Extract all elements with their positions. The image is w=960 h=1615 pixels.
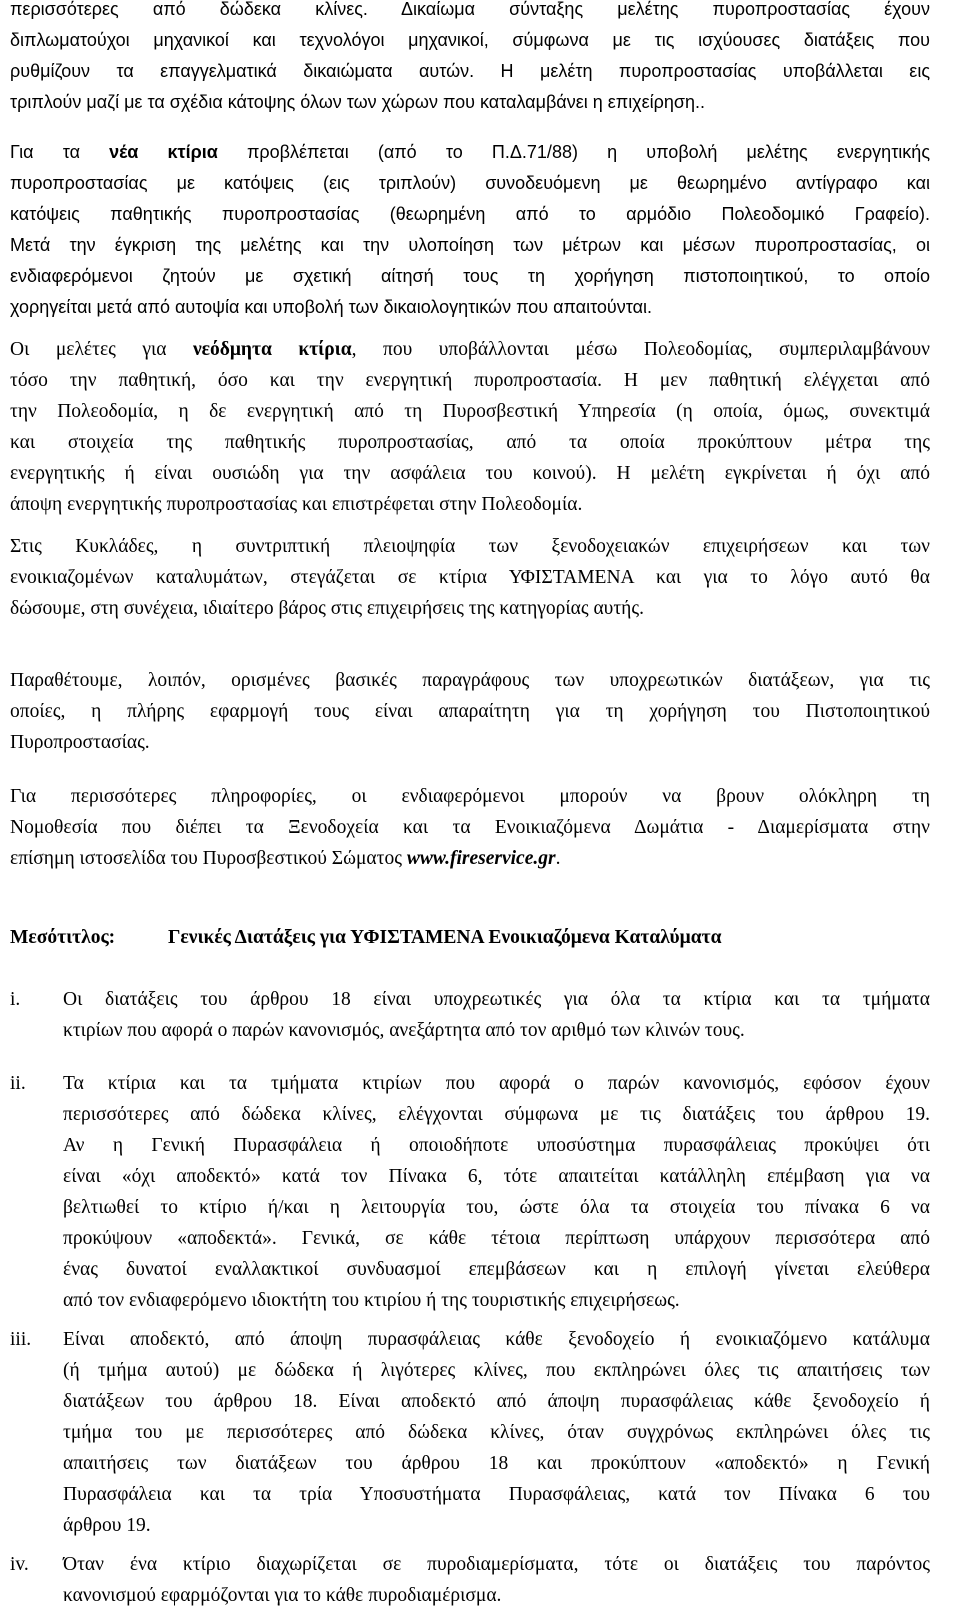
text-line: Πυρασφάλεια και τα τρία Υποσυστήματα Πυρασφάλειας, κατά τον Πίνακα 6 του bbox=[63, 1484, 930, 1505]
citation-paragraph bbox=[10, 665, 930, 758]
text-line: κτιρίων που αφορά ο παρών κανονισμός, ανεξάρτητα από τον αριθμό των κλινών τους. bbox=[63, 1020, 745, 1041]
intro-paragraph bbox=[10, 0, 930, 118]
text-span: . bbox=[555, 848, 561, 869]
text-line: δώσουμε, στη συνέχεια, ιδιαίτερο βάρος στις επιχειρήσεις της κατηγορίας αυτής. bbox=[10, 598, 644, 619]
subtitle-label: Μεσότιτλος: bbox=[10, 927, 116, 948]
text-line: ενεργητικής ή είναι ουσιώδη για την ασφάλεια του κοινού). Η μελέτη εγκρίνεται ή όχι από bbox=[10, 463, 930, 484]
text-line: Όταν ένα κτίριο διαχωρίζεται σε πυροδιαμερίσματα, τότε οι διατάξεις του παρόντος bbox=[63, 1554, 930, 1575]
item-body bbox=[63, 1549, 930, 1611]
text-line: Παραθέτουμε, λοιπόν, ορισμένες βασικές παραγράφους των υποχρεωτικών διατάξεων, για τις bbox=[10, 670, 930, 691]
text-line: την Πολεοδομία, η δε ενεργητική από τη Πυροσβεστική Υπηρεσία (η οποία, όμως, συνεκτιμά bbox=[10, 401, 930, 422]
text-span: προβλέπεται (από το Π.Δ.71/88) η υποβολή μελέτης ενεργητικής bbox=[217, 142, 930, 162]
text-line: Αν η Γενική Πυρασφάλεια ή οποιοδήποτε υποσύστημα πυρασφάλειας προκύψει ότι bbox=[63, 1135, 930, 1156]
bold-term: νεόδμητα κτίρια bbox=[192, 339, 352, 360]
text-line: είναι «όχι αποδεκτό» κατά τον Πίνακα 6, τότε απαιτείται κατάλληλη επέμβαση για να bbox=[63, 1166, 930, 1187]
text-line: περισσότερες από δώδεκα κλίνες, ελέγχονται σύμφωνα με τις διατάξεις του άρθρου 19. bbox=[63, 1104, 930, 1125]
item-number: ii. bbox=[10, 1073, 26, 1094]
bold-term: νέα κτίρια bbox=[109, 142, 218, 162]
text-line: προκύψουν «αποδεκτά». Γενικά, σε κάθε τέτοια περίπτωση υπάρχουν περισσότερα από bbox=[63, 1228, 930, 1249]
cyclades-paragraph bbox=[10, 531, 930, 624]
text-span: Για τα bbox=[10, 142, 110, 162]
text-line: τμήμα του με περισσότερες από δώδεκα κλίνες, όταν συγχρόνως εκπληρώνει όλες τις bbox=[63, 1422, 930, 1443]
text-line: Μετά την έγκριση της μελέτης και την υλοποίηση των μέτρων και μέσων πυροπροστασίας, οι bbox=[10, 235, 930, 255]
text-line: κανονισμού εφαρμόζονται για το κάθε πυροδιαμέρισμα. bbox=[63, 1585, 502, 1606]
text-line: ρυθμίζουν τα επαγγελματικά δικαιώματα αυτών. Η μελέτη πυροπροστασίας υποβάλλεται εις bbox=[10, 61, 930, 81]
text-line: (ή τμήμα αυτού) με δώδεκα ή λιγότερες κλίνες, που εκπληρώνει όλες τις απαιτήσεις των bbox=[63, 1360, 930, 1381]
text-line: Πυροπροστασίας. bbox=[10, 732, 150, 753]
text-line: Νομοθεσία που διέπει τα Ξενοδοχεία και τα Ενοικιαζόμενα Δωμάτια - Διαμερίσματα στην bbox=[10, 817, 930, 838]
text-line: διπλωματούχοι μηχανικοί και τεχνολόγοι μηχανικοί, σύμφωνα με τις ισχύουσες διατάξεις που bbox=[10, 30, 930, 50]
subtitle-text: Γενικές Διατάξεις για ΥΦΙΣΤΑΜΕΝΑ Ενοικιαζόμενα Καταλύματα bbox=[168, 927, 722, 948]
text-line: τριπλούν μαζί με τα σχέδια κάτοψης όλων των χώρων που καταλαμβάνει η επιχείρηση.. bbox=[10, 92, 706, 112]
text-line: ενδιαφερόμενοι ζητούν με σχετική αίτησή τους τη χορήγηση πιστοποιητικού, το οποίο bbox=[10, 266, 930, 286]
text-line: Για περισσότερες πληροφορίες, οι ενδιαφερόμενοι μπορούν να βρουν ολόκληρη τη bbox=[10, 786, 930, 807]
text-span: επίσημη ιστοσελίδα του Πυροσβεστικού Σώματος bbox=[10, 848, 407, 869]
text-line: απαιτήσεις των διατάξεων του άρθρου 18 και προκύπτουν «αποδεκτό» η Γενική bbox=[63, 1453, 930, 1474]
text-line: διατάξεων του άρθρου 18. Είναι αποδεκτό από άποψη πυρασφάλειας κάθε ξενοδοχείο ή bbox=[63, 1391, 930, 1412]
text-line: ένας δυνατοί εναλλακτικοί συνδυασμοί επεμβάσεων και η επιλογή γίνεται ελεύθερα bbox=[63, 1259, 930, 1280]
text-line: Είναι αποδεκτό, από άποψη πυρασφάλειας κάθε ξενοδοχείο ή ενοικιαζόμενο κατάλυμα bbox=[63, 1329, 930, 1350]
item-number: iv. bbox=[10, 1554, 29, 1575]
text-line: κατόψεις παθητικής πυροπροστασίας (θεωρημένη από το αρμόδιο Πολεοδομικό Γραφείο). bbox=[10, 204, 930, 224]
text-line bbox=[10, 137, 930, 168]
fireservice-link[interactable]: www.fireservice.gr bbox=[406, 848, 556, 869]
text-line: άποψη ενεργητικής πυροπροστασίας και επιστρέφεται στην Πολεοδομία. bbox=[10, 494, 583, 515]
text-line: χορηγείται μετά από αυτοψία και υποβολή των δικαιολογητικών που απαιτούνται. bbox=[10, 297, 653, 317]
text-line: άρθρου 19. bbox=[63, 1515, 151, 1536]
item-number: iii. bbox=[10, 1329, 32, 1350]
item-body bbox=[63, 1068, 930, 1316]
item-number: i. bbox=[10, 989, 21, 1010]
subtitle-heading bbox=[10, 922, 930, 953]
text-line bbox=[10, 334, 930, 365]
text-line: από τον ενδιαφερόμενο ιδιοκτήτη του κτιρίου ή της τουριστικής επιχειρήσεως. bbox=[63, 1290, 680, 1311]
text-line: Οι διατάξεις του άρθρου 18 είναι υποχρεωτικές για όλα τα κτίρια και τα τμήματα bbox=[63, 989, 930, 1010]
text-line: βελτιωθεί το κτίριο ή/και η λειτουργία του, ώστε όλα τα στοιχεία του πίνακα 6 να bbox=[63, 1197, 930, 1218]
text-line: οποίες, η πλήρης εφαρμογή τους είναι απαραίτητη για τη χορήγηση του Πιστοποιητικού bbox=[10, 701, 930, 722]
new-buildings-paragraph bbox=[10, 137, 930, 323]
more-info-paragraph bbox=[10, 781, 930, 874]
text-line: περισσότερες από δώδεκα κλίνες. Δικαίωμα σύνταξης μελέτης πυροπροστασίας έχουν bbox=[10, 0, 930, 19]
text-line: και στοιχεία της παθητικής πυροπροστασίας, από τα οποία προκύπτουν μέτρα της bbox=[10, 432, 930, 453]
text-line: ενοικιαζομένων καταλυμάτων, στεγάζεται σε κτίρια ΥΦΙΣΤΑΜΕΝΑ και για το λόγο αυτό θα bbox=[10, 567, 930, 588]
item-body bbox=[63, 984, 930, 1046]
text-span: , που υποβάλλονται μέσω Πολεοδομίας, συμπεριλαμβάνουν bbox=[351, 339, 930, 360]
text-line: τόσο την παθητική, όσο και την ενεργητική πυροπροστασία. Η μεν παθητική ελέγχεται από bbox=[10, 370, 930, 391]
text-line: Τα κτίρια και τα τμήματα κτιρίων που αφορά ο παρών κανονισμός, εφόσον έχουν bbox=[63, 1073, 930, 1094]
text-span: Οι μελέτες για bbox=[10, 339, 193, 360]
text-line bbox=[10, 843, 930, 874]
newly-built-paragraph bbox=[10, 334, 930, 520]
text-line: πυροπροστασίας με κατόψεις (εις τριπλούν) συνοδευόμενη με θεωρημένο αντίγραφο και bbox=[10, 173, 930, 193]
item-body bbox=[63, 1324, 930, 1541]
text-line: Στις Κυκλάδες, η συντριπτική πλειοψηφία των ξενοδοχειακών επιχειρήσεων και των bbox=[10, 536, 930, 557]
